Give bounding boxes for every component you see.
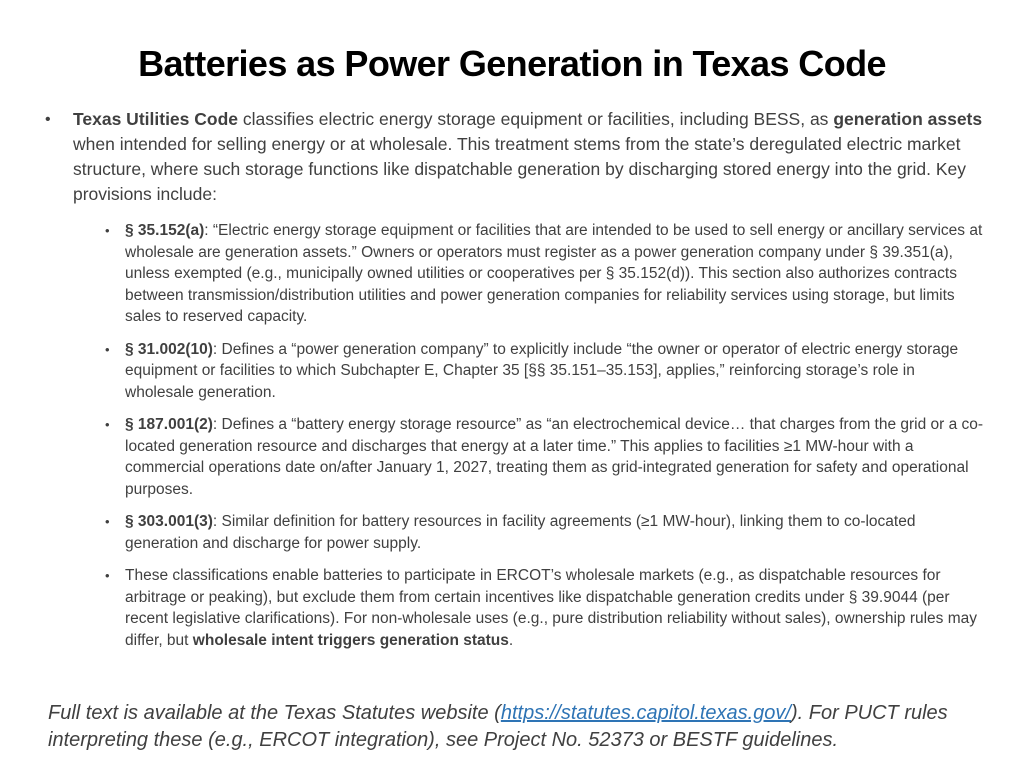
footer-note	[48, 700, 986, 754]
sub-bullet-item	[105, 220, 988, 328]
footer-text: Full text is available at the Texas Statutes website (	[48, 702, 501, 724]
bullet-marker-icon: •	[105, 568, 110, 584]
statutes-link[interactable]: https://statutes.capitol.texas.gov/	[500, 702, 791, 724]
sub-bullet-item	[105, 339, 988, 404]
bullet-text: § 35.152(a): “Electric energy storage equipment or facilities that are intended to be used to sell energy or ancillary services at wholesale are generation assets.” Owners or operators must register as a power generation company under § 39.351(a), unless exempted (e.g., municipally owned utilities or cooperatives per § 35.152(d)). This section also authorizes contracts between transmission/distribution utilities and power generation companies for reliability services using storage, but limits sales to reserved capacity.	[125, 222, 983, 326]
footer-text: ). For PUCT rules interpreting these (e.g., ERCOT integration), see Project No. 52373 or BESTF guidelines.	[48, 702, 948, 751]
bullet-marker-icon: •	[105, 223, 110, 239]
bullet-marker-icon: •	[105, 514, 110, 530]
bullet-text: Texas Utilities Code classifies electric energy storage equipment or facilities, including BESS, as generation assets when intended for selling energy or at wholesale. This treatment stems from the state’s deregulated electric market structure, where such storage functions like dispatchable generation by discharging stored energy into the grid. Key provisions include:	[73, 109, 983, 205]
sub-bullet-item	[105, 565, 988, 651]
sub-bullet-item	[105, 414, 988, 500]
bullet-marker-icon: •	[105, 341, 110, 357]
slide-title: Batteries as Power Generation in Texas Code	[138, 43, 886, 84]
bullet-marker-icon: •	[45, 111, 51, 129]
bullet-text: § 187.001(2): Defines a “battery energy storage resource” as “an electrochemical device… that charges from the grid or a co-located generation resource and discharges that energy at a later time.” This applies to facilities ≥1 MW-hour with a commercial operations date on/after January 1, 2027, treating them as grid-integrated generation for safety and operational purposes.	[125, 416, 984, 498]
bullet-item	[45, 107, 988, 207]
bullet-text: These classifications enable batteries to participate in ERCOT’s wholesale markets (e.g., as dispatchable resources for arbitrage or peaking), but exclude them from certain incentives like dispatchable generation credits under § 39.9044 (per recent legislative clarifications). For non-wholesale uses (e.g., pure distribution reliability without sales), ownership rules may differ, but wholesale intent triggers generation status.	[125, 567, 978, 649]
bullet-list	[0, 107, 1024, 651]
sub-bullet-item	[105, 511, 988, 554]
bullet-text: § 31.002(10): Defines a “power generation company” to explicitly include “the owner or operator of electric energy storage equipment or facilities to which Subchapter E, Chapter 35 [§§ 35.151–35.153], applies,” reinforcing storage’s role in wholesale generation.	[125, 340, 959, 401]
bullet-text: § 303.001(3): Similar definition for battery resources in facility agreements (≥1 MW-hour), linking them to co-located generation and discharge for power supply.	[125, 513, 916, 552]
bullet-marker-icon: •	[105, 417, 110, 433]
